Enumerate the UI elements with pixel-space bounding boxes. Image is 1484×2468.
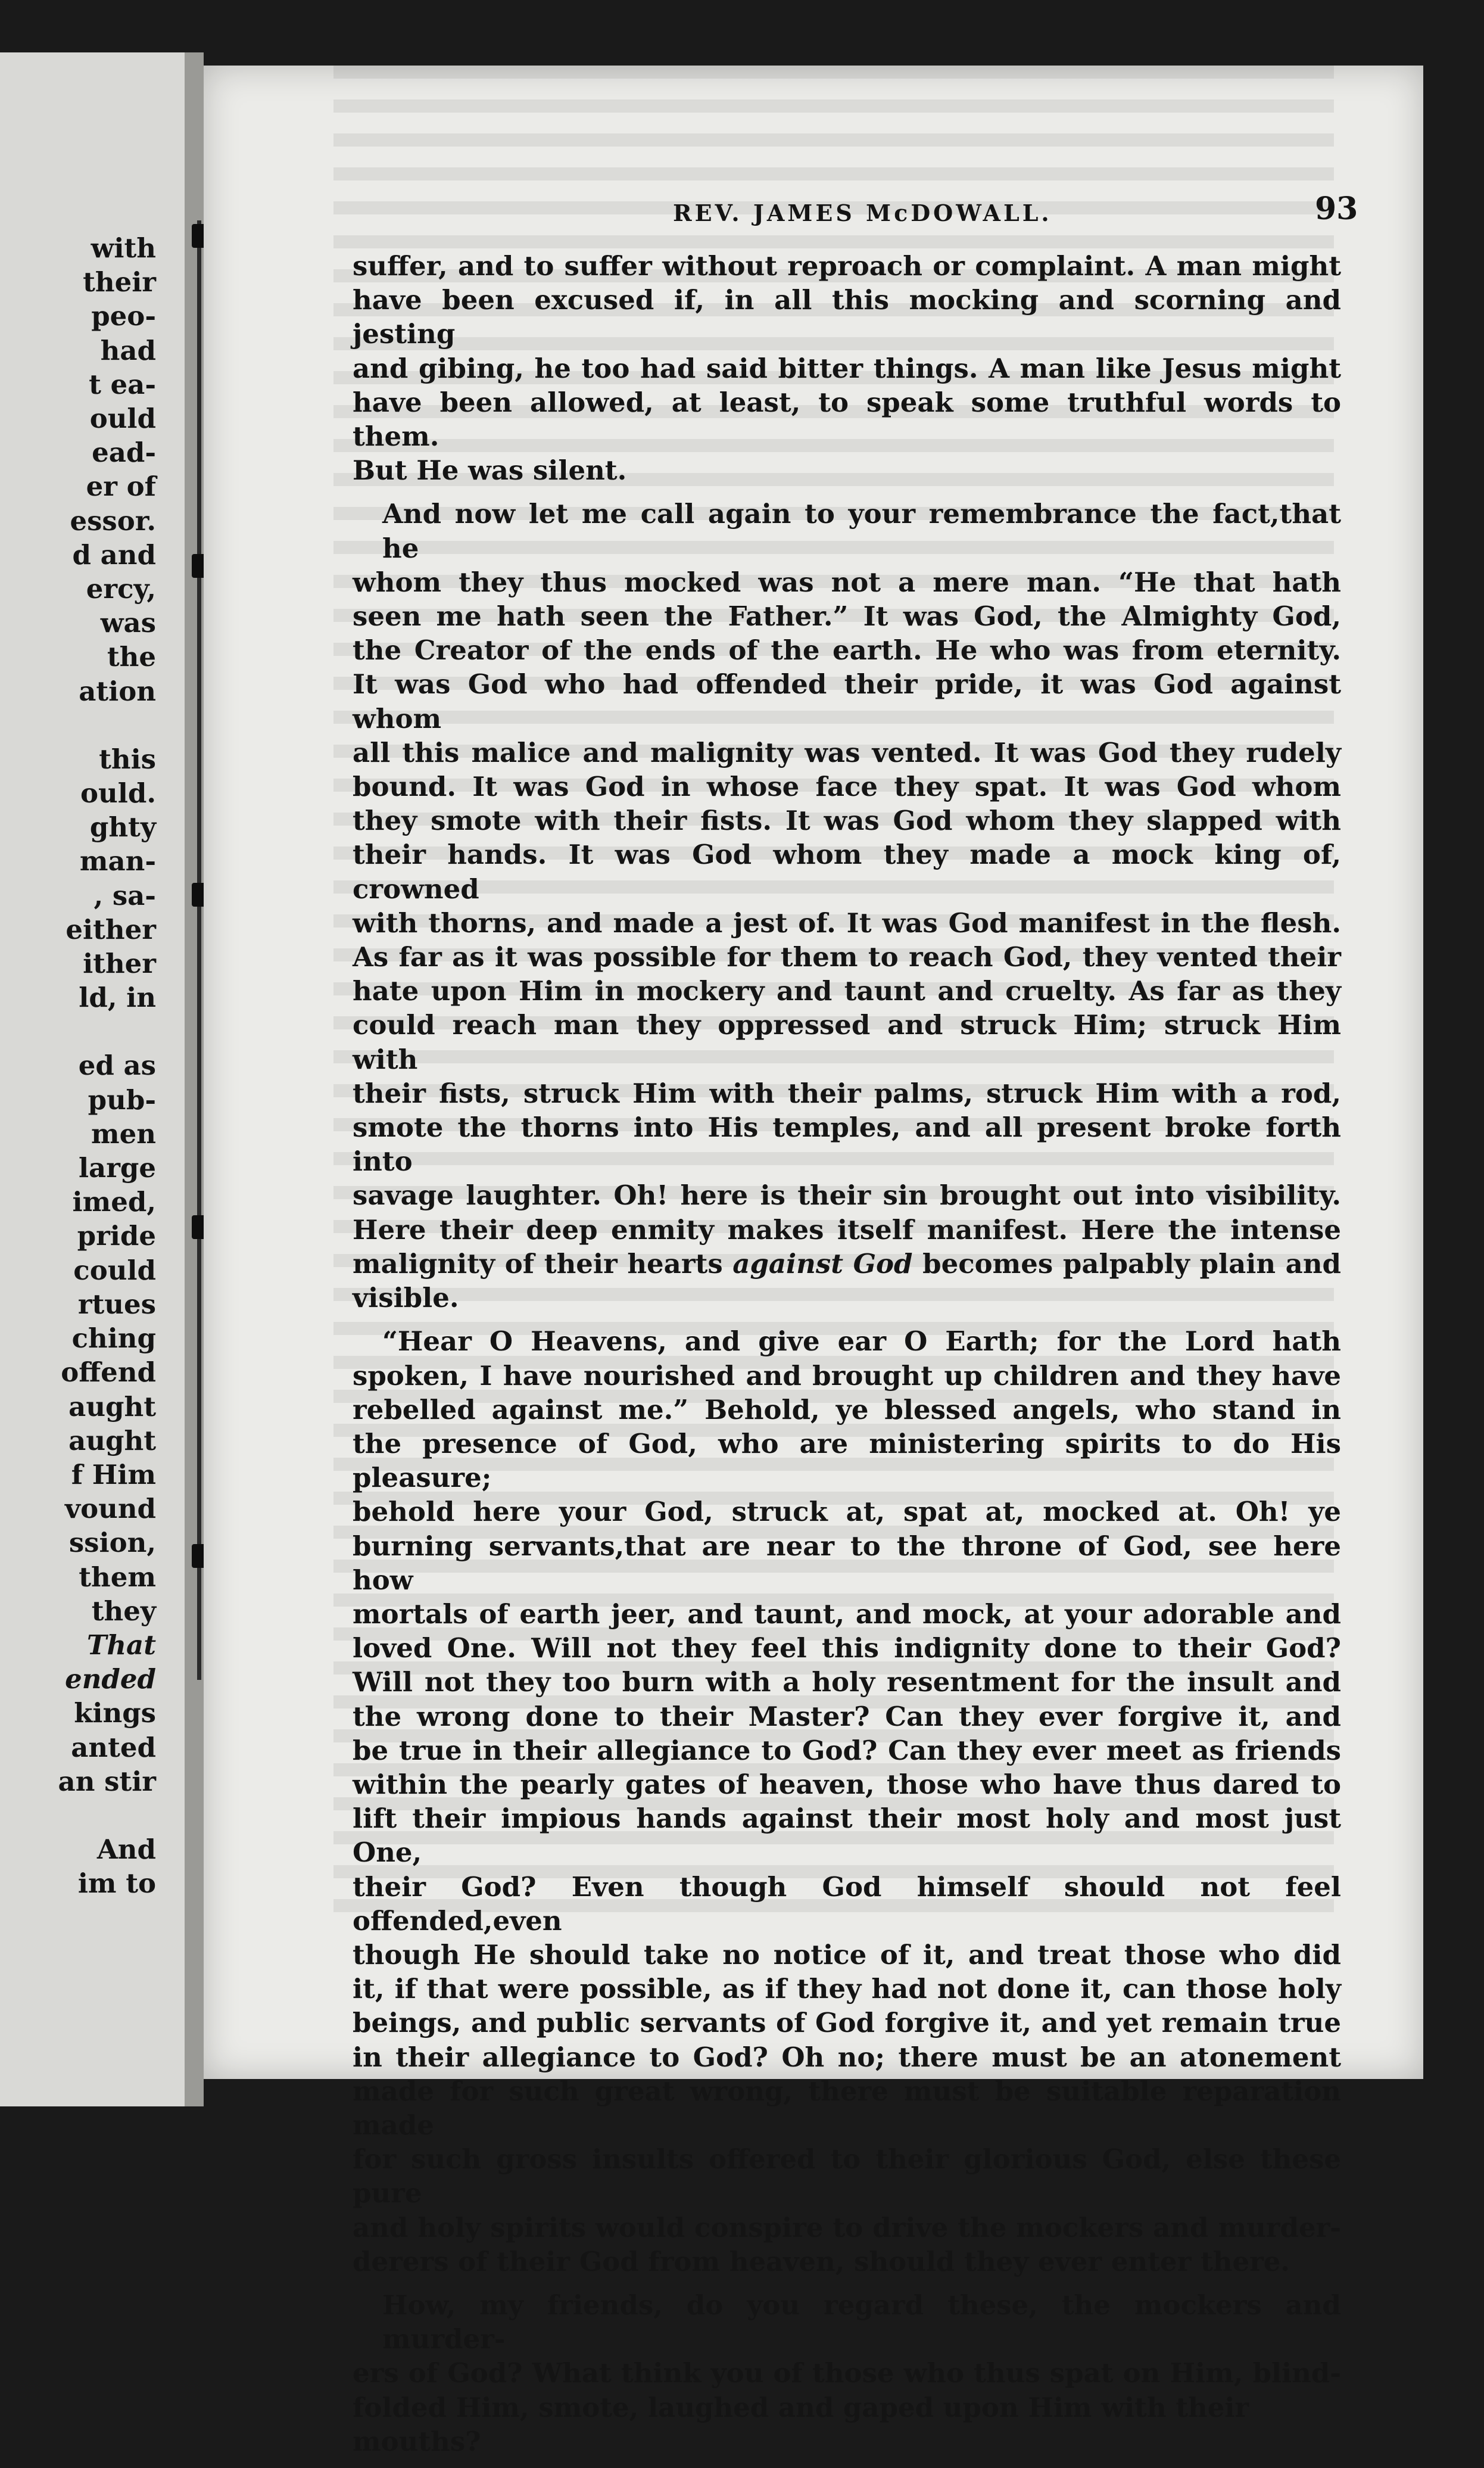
facing-line-fragment: t ea-	[89, 368, 156, 400]
text-line: hate upon Him in mockery and taunt and cruelty. As far as they	[353, 975, 1341, 1007]
text-line: lift their impious hands against their most holy and most just One,	[353, 1803, 1341, 1869]
text-line: And now let me call again to your remembrance the fact,that he	[382, 498, 1341, 564]
text-line: spoken, I have nourished and brought up children and they have	[353, 1359, 1341, 1392]
text-line: the presence of God, who are ministering spirits to do His pleasure;	[353, 1427, 1341, 1494]
text-line: all this malice and malignity was vented. It was God they rudely	[353, 736, 1341, 768]
facing-line-fragment: That	[86, 1629, 156, 1661]
page-number: 93	[1315, 191, 1358, 227]
text-line: savage laughter. Oh! here is their sin brought out into visibility.	[353, 1179, 1341, 1212]
facing-line-fragment: them	[79, 1561, 156, 1593]
body-text	[353, 249, 1341, 2468]
facing-line-fragment: ld, in	[79, 982, 156, 1014]
text-line: the wrong done to their Master? Can they ever forgive it, and	[353, 1700, 1341, 1732]
binding-thread	[197, 220, 201, 1680]
facing-line-fragment: vound	[64, 1493, 156, 1525]
text-line: for such gross insults offered to their glorious God, else these pure	[353, 2143, 1341, 2209]
text-line: Will not they too burn with a holy resentment for the insult and	[353, 1666, 1341, 1698]
text-line: ers of God? What think you of those who thus spat on Him, blind-	[353, 2357, 1341, 2389]
text-line: whom they thus mocked was not a mere man. “He that hath	[353, 566, 1341, 598]
text-line: the Creator of the ends of the earth. He who was from eternity.	[353, 634, 1341, 667]
facing-line-fragment: anted	[71, 1731, 156, 1763]
text-line: be true in their allegiance to God? Can they ever meet as friends	[353, 1734, 1341, 1766]
facing-page-line-ends	[58, 231, 156, 1900]
paragraph	[353, 249, 1341, 487]
text-line: in their allegiance to God? Oh no; there must be an atonement	[353, 2041, 1341, 2073]
text-line: behold here your God, struck at, spat at, mocked at. Oh! ye	[353, 1496, 1341, 1528]
facing-line-fragment: ching	[71, 1322, 156, 1355]
facing-line-fragment: this	[99, 743, 156, 775]
text-line: burning servants,that are near to the throne of God, see here how	[353, 1530, 1341, 1596]
facing-line-fragment: f Him	[71, 1458, 156, 1490]
facing-page-fragment	[0, 52, 185, 2106]
text-line: their God? Even though God himself should not feel offended,even	[353, 1871, 1341, 1937]
facing-line-fragment: either	[66, 913, 156, 945]
facing-line-fragment: pride	[77, 1220, 156, 1252]
text-line: Here their deep enmity makes itself manifest. Here the intense	[353, 1213, 1341, 1246]
facing-line-fragment: pub-	[88, 1084, 156, 1116]
facing-line-fragment	[58, 708, 156, 742]
facing-line-fragment: they	[91, 1595, 156, 1627]
text-line: made for such great wrong, there must be suitable reparation made	[353, 2075, 1341, 2141]
text-line: loved One. Will not they feel this indignity done to their God?	[353, 1632, 1341, 1664]
facing-line-fragment: aught	[68, 1390, 156, 1423]
text-line: and gibing, he too had said bitter things. A man like Jesus might	[353, 352, 1341, 384]
text-line: within the pearly gates of heaven, those who have thus dared to	[353, 1768, 1341, 1800]
facing-line-fragment: kings	[74, 1697, 156, 1729]
text-line: seen me hath seen the Father.” It was God, the Almighty God,	[353, 600, 1341, 633]
text-line: “Hear O Heavens, and give ear O Earth; for the Lord hath	[382, 1325, 1341, 1358]
facing-line-fragment: could	[73, 1254, 156, 1286]
facing-line-fragment: large	[78, 1152, 156, 1184]
facing-line-fragment: the	[107, 641, 156, 673]
running-head: REV. JAMES McDOWALL.	[673, 200, 1052, 226]
text-line: though He should take no notice of it, and treat those who did	[353, 1938, 1341, 1971]
text-line: suffer, and to suffer without reproach or complaint. A man might	[353, 250, 1341, 282]
text-line: But He was silent.	[353, 455, 627, 487]
facing-line-fragment: ould	[89, 403, 156, 435]
facing-line-fragment: im to	[77, 1868, 156, 1900]
text-line: they smote with their fists. It was God whom they slapped with	[353, 805, 1341, 837]
facing-line-fragment: , sa-	[93, 879, 156, 911]
text-line: have been excused if, in all this mocking and scorning and jesting	[353, 284, 1341, 350]
facing-line-fragment: essor.	[70, 505, 156, 537]
text-line: and holy spirits would conspire to drive the mockers and murder-	[353, 2211, 1341, 2243]
text-line: their hands. It was God whom they made a mock king of, crowned	[353, 839, 1341, 905]
text-line: folded Him, smote, laughed and gaped upon Him with their mouths?	[353, 2391, 1249, 2457]
paragraph	[353, 2288, 1341, 2458]
facing-line-fragment: ould.	[80, 777, 156, 810]
facing-line-fragment: aught	[68, 1424, 156, 1456]
facing-line-fragment: And	[96, 1833, 156, 1865]
facing-line-fragment: ghty	[89, 811, 156, 844]
facing-line-fragment: ed as	[78, 1050, 156, 1082]
text-line: mortals of earth jeer, and taunt, and mock, at your adorable and	[353, 1598, 1341, 1630]
text-line: It was God who had offended their pride, it was God against whom	[353, 668, 1341, 735]
facing-line-fragment: ssion,	[68, 1527, 156, 1559]
text-line: How, my friends, do you regard these, the mockers and murder-	[382, 2289, 1341, 2355]
text-line: beings, and public servants of God forgive it, and yet remain true	[353, 2007, 1341, 2039]
facing-line-fragment	[58, 1798, 156, 1832]
facing-line-fragment: with	[91, 232, 156, 264]
text-line: bound. It was God in whose face they spat. It was God whom	[353, 771, 1341, 803]
text-line: visible.	[353, 1282, 459, 1314]
paragraph	[353, 497, 1341, 1315]
text-line: malignity of their hearts against God becomes palpably plain and	[353, 1247, 1342, 1280]
facing-line-fragment: ation	[79, 675, 156, 707]
facing-line-fragment: rtues	[77, 1288, 156, 1320]
facing-line-fragment: man-	[79, 845, 156, 877]
facing-line-fragment: er of	[86, 471, 156, 503]
text-line: As far as it was possible for them to reach God, they vented their	[353, 941, 1341, 973]
facing-line-fragment: men	[91, 1118, 156, 1150]
facing-line-fragment: ercy,	[86, 573, 156, 605]
facing-line-fragment: imed,	[72, 1186, 156, 1218]
text-line: have been allowed, at least, to speak some truthful words to them.	[353, 386, 1341, 453]
text-line: derers of their God from heaven, should they ever enter there.	[353, 2245, 1290, 2277]
text-line: it, if that were possible, as if they had not done it, can those holy	[353, 1973, 1341, 2005]
facing-line-fragment: their	[83, 266, 156, 298]
facing-line-fragment: d and	[72, 539, 156, 571]
facing-line-fragment: had	[100, 334, 156, 366]
text-line: their fists, struck Him with their palms, struck Him with a rod,	[353, 1077, 1341, 1109]
text-line: smote the thorns into His temples, and all present broke forth into	[353, 1112, 1341, 1178]
facing-line-fragment: was	[100, 607, 156, 639]
facing-line-fragment: an stir	[58, 1765, 156, 1797]
text-line: rebelled against me.” Behold, ye blessed angels, who stand in	[353, 1393, 1341, 1426]
facing-line-fragment: ither	[83, 948, 156, 980]
text-line: could reach man they oppressed and struck Him; struck Him with	[353, 1009, 1341, 1075]
facing-line-fragment: ended	[65, 1663, 156, 1695]
facing-line-fragment: ead-	[92, 437, 156, 469]
text-line: with thorns, and made a jest of. It was God manifest in the flesh.	[353, 907, 1341, 939]
facing-line-fragment: peo-	[91, 300, 156, 332]
facing-line-fragment	[58, 1014, 156, 1048]
paragraph	[353, 1324, 1341, 2279]
facing-line-fragment: offend	[61, 1356, 156, 1389]
